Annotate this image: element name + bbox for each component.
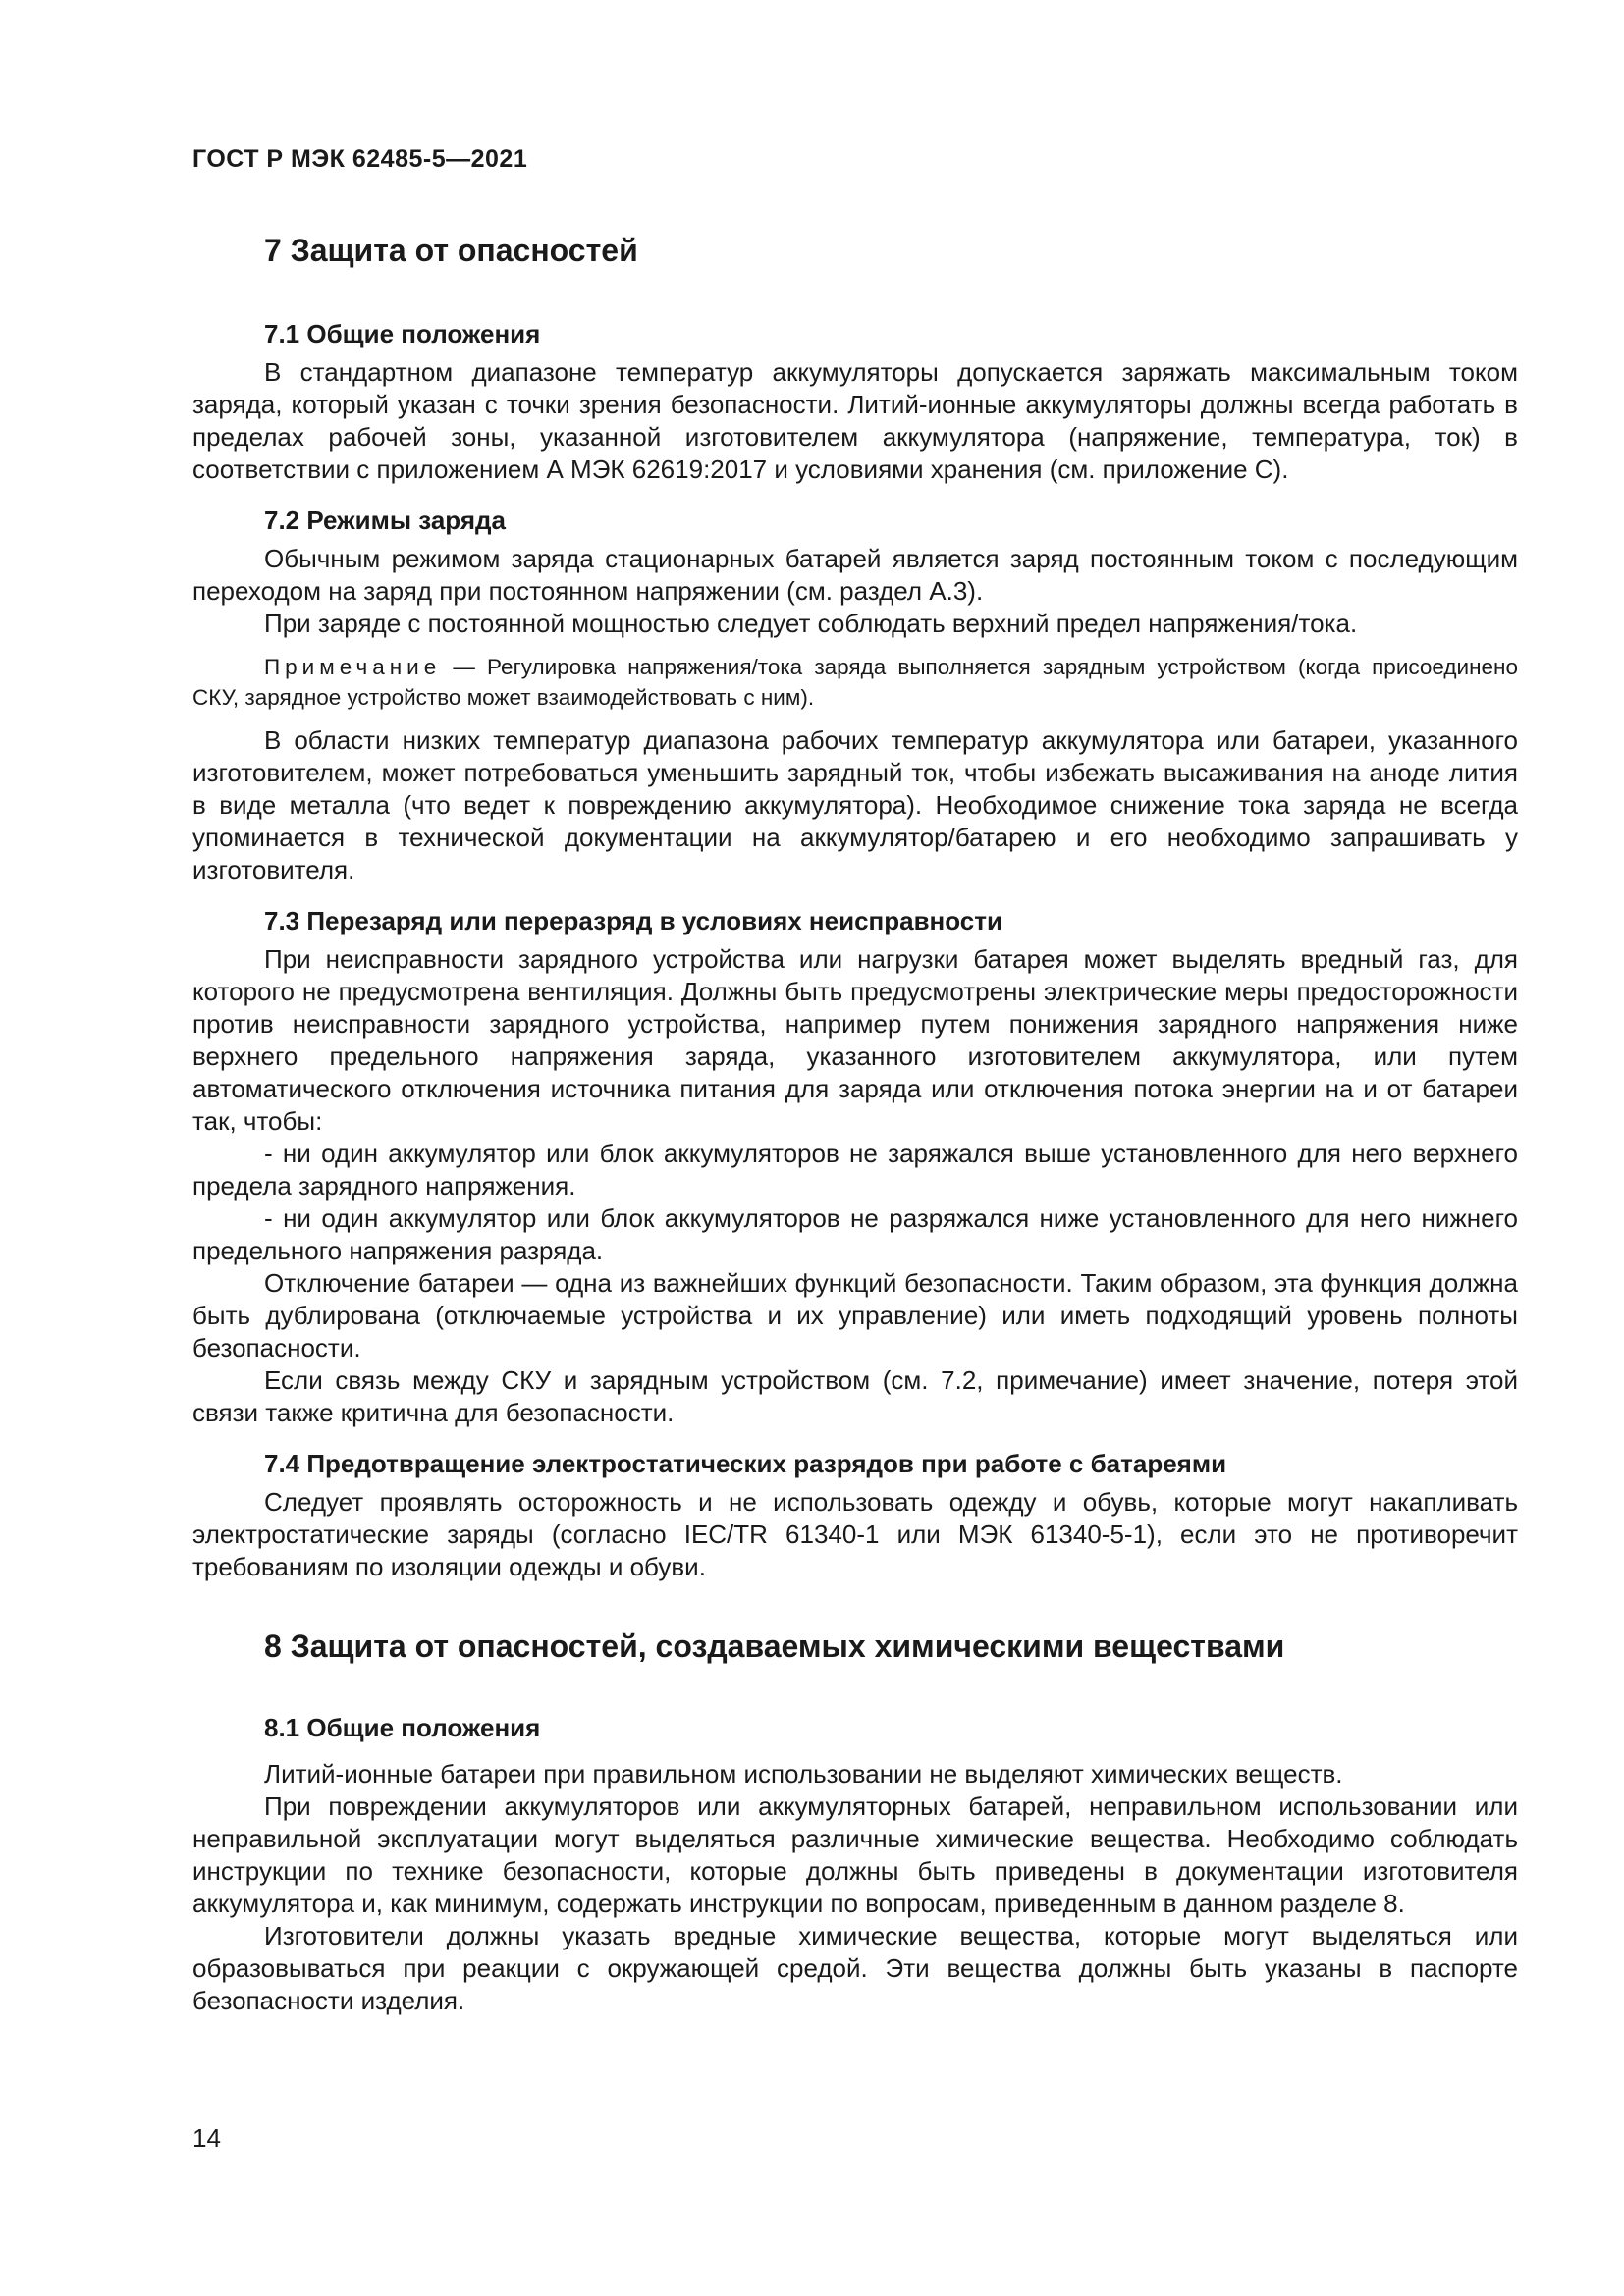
document-code-header: ГОСТ Р МЭК 62485-5—2021 — [192, 145, 528, 173]
subsection-7-2-paragraph-1: Обычным режимом заряда стационарных батарей является заряд постоянным током с последующим переходом на заряд при постоянном напряжении (см. раздел А.3). — [192, 544, 1518, 606]
subsection-7-4-paragraph: Следует проявлять осторожность и не использовать одежду и обувь, которые могут накапливать электростатические заряды (согласно IEC/TR 61340-1 или МЭК 61340-5-1), если это не противоречит требованиям по изоляции одежды и обуви. — [192, 1487, 1518, 1581]
subsection-7-2-paragraph-3: В области низких температур диапазона рабочих температур аккумулятора или батареи, указанного изготовителем, может потребоваться уменьшить зарядный ток, чтобы избежать высаживания на аноде лития в виде металла (что ведет к повреждению аккумулятора). Необходимое снижение тока заряда не всегда упоминается в технической документации на аккумулятор/батарею и его необходимо запрашивать у изготовителя. — [192, 725, 1518, 884]
document-page — [192, 145, 1518, 2017]
page-number: 14 — [192, 2123, 221, 2153]
list-item: - ни один аккумулятор или блок аккумуляторов не разряжался ниже установленного для него нижнего предельного напряжения разряда. — [192, 1203, 1518, 1265]
section-8-title: 8 Защита от опасностей, создаваемых химическими веществами — [264, 1629, 1285, 1664]
subsection-8-1-paragraph-2: При повреждении аккумуляторов или аккумуляторных батарей, неправильном использовании или неправильной эксплуатации могут выделяться различные химические вещества. Необходимо соблюдать инструкции по технике безопасности, которые должны быть приведены в документации изготовителя аккумулятора и, как минимум, содержать инструкции по вопросам, приведенным в данном разделе 8. — [192, 1791, 1518, 1918]
section-7-title: 7 Защита от опасностей — [264, 233, 638, 268]
subsection-8-1-paragraph-3: Изготовители должны указать вредные химические вещества, которые могут выделяться или образовываться при реакции с окружающей средой. Эти вещества должны быть указаны в паспорте безопасности изделия. — [192, 1921, 1518, 2015]
note-label: Примечание — [264, 655, 442, 679]
subsection-7-1-title: 7.1 Общие положения — [264, 319, 541, 348]
subsection-8-1-paragraph-1: Литий-ионные батареи при правильном использовании не выделяют химических веществ. — [264, 1759, 1343, 1789]
subsection-7-1-paragraph: В стандартном диапазоне температур аккумуляторы допускается заряжать максимальным током заряда, который указан с точки зрения безопасности. Литий-ионные аккумуляторы должны всегда работать в пределах рабочей зоны, указанной изготовителем аккумулятора (напряжение, температура, ток) в соответствии с приложением А МЭК 62619:2017 и условиями хранения (см. приложение С). — [192, 357, 1518, 484]
subsection-7-3-paragraph-3: Если связь между СКУ и зарядным устройством (см. 7.2, примечание) имеет значение, потеря этой связи также критична для безопасности. — [192, 1365, 1518, 1427]
list-item: - ни один аккумулятор или блок аккумуляторов не заряжался выше установленного для него верхнего предела зарядного напряжения. — [192, 1139, 1518, 1201]
subsection-7-4-title: 7.4 Предотвращение электростатических разрядов при работе с батареями — [264, 1449, 1227, 1478]
subsection-8-1-title: 8.1 Общие положения — [264, 1713, 541, 1742]
subsection-7-2-paragraph-2: При заряде с постоянной мощностью следует соблюдать верхний предел напряжения/тока. — [264, 609, 1358, 638]
subsection-7-3-title: 7.3 Перезаряд или переразряд в условиях неисправности — [264, 906, 1002, 935]
subsection-7-3-paragraph-1: При неисправности зарядного устройства или нагрузки батарея может выделять вредный газ, для которого не предусмотрена вентиляция. Должны быть предусмотрены электрические меры предосторожности против неисправности зарядного устройства, например путем понижения зарядного напряжения ниже верхнего предельного напряжения заряда, указанного изготовителем аккумулятора, или путем автоматического отключения источника питания для заряда или отключения потока энергии на и от батареи так, чтобы: — [192, 944, 1518, 1136]
subsection-7-2-note — [192, 652, 1518, 713]
subsection-7-2-title: 7.2 Режимы заряда — [264, 506, 506, 535]
note-text: — Регулировка напряжения/тока заряда выполняется зарядным устройством (когда присоединено СКУ, зарядное устройство может взаимодействовать с ним). — [192, 655, 1518, 710]
subsection-7-3-paragraph-2: Отключение батареи — одна из важнейших функций безопасности. Таким образом, эта функция должна быть дублирована (отключаемые устройства и их управление) или иметь подходящий уровень полноты безопасности. — [192, 1268, 1518, 1362]
